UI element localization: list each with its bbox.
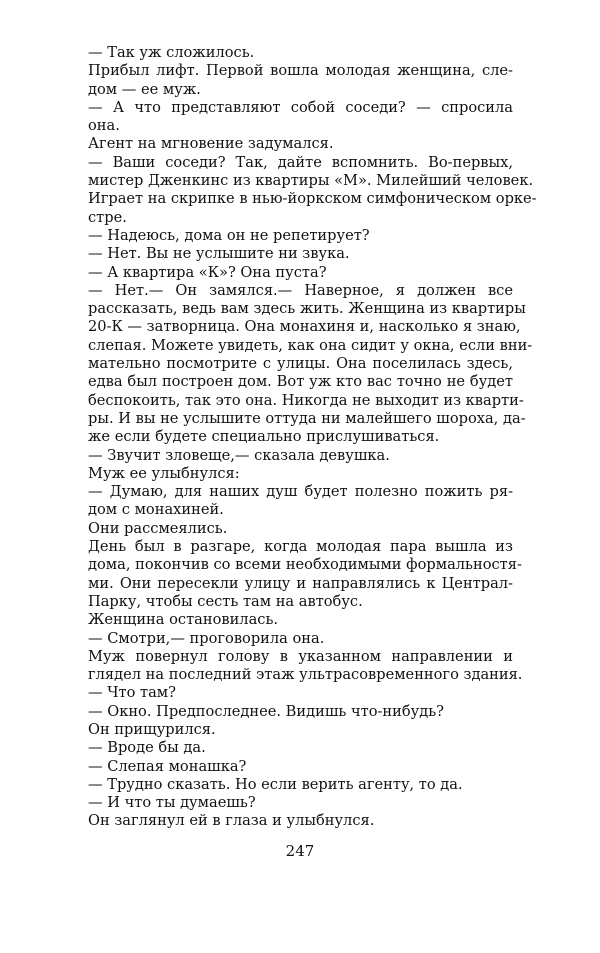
- text-line: — Окно. Предпоследнее. Видишь что-нибудь?: [88, 702, 444, 720]
- text-line: она.: [88, 117, 120, 135]
- text-line: мательно посмотрите с улицы. Она поселилась здесь,: [88, 355, 513, 373]
- page-number: 247: [285, 842, 315, 860]
- text-line: Играет на скрипке в нью-йоркском симфоническом орке-: [88, 190, 537, 208]
- text-line: едва был построен дом. Вот уж кто вас точно не будет: [88, 373, 513, 391]
- text-line: стре.: [88, 208, 127, 226]
- text-line: Он прищурился.: [88, 720, 216, 738]
- text-line: рассказать, ведь вам здесь жить. Женщина из квартиры: [88, 300, 526, 318]
- text-line: слепая. Можете увидеть, как она сидит у окна, если вни-: [88, 336, 533, 354]
- text-line: Муж ее улыбнулся:: [88, 464, 240, 482]
- text-line: глядел на последний этаж ультрасовременного здания.: [88, 666, 523, 684]
- text-line: — Ваши соседи? Так, дайте вспомнить. Во-первых,: [88, 153, 513, 171]
- text-line: — А что представляют собой соседи? — спросила: [88, 98, 513, 116]
- text-line: Он заглянул ей в глаза и улыбнулся.: [88, 812, 375, 830]
- text-line: ры. И вы не услышите оттуда ни малейшего шороха, да-: [88, 409, 526, 427]
- text-line: 20-К — затворница. Она монахиня и, насколько я знаю,: [88, 318, 521, 336]
- text-line: Агент на мгновение задумался.: [88, 135, 334, 153]
- text-line: дом — ее муж.: [88, 80, 201, 98]
- text-line: — Что там?: [88, 684, 176, 702]
- text-line: же если будете специально прислушиваться.: [88, 428, 440, 446]
- body-text: [88, 44, 537, 831]
- text-line: — Надеюсь, дома он не репетирует?: [88, 226, 370, 244]
- text-line: беспокоить, так это она. Никогда не выходит из кварти-: [88, 391, 524, 409]
- text-line: Они рассмеялись.: [88, 519, 228, 537]
- text-line: — А квартира «К»? Она пуста?: [88, 263, 327, 281]
- text-line: — Вроде бы да.: [88, 739, 206, 757]
- text-line: Женщина остановилась.: [88, 611, 279, 629]
- text-line: — Нет. Вы не услышите ни звука.: [88, 245, 350, 263]
- text-line: — Слепая монашка?: [88, 757, 247, 775]
- text-line: — И что ты думаешь?: [88, 794, 256, 812]
- text-line: — Так уж сложилось.: [88, 44, 255, 61]
- text-line: — Трудно сказать. Но если верить агенту, то да.: [88, 775, 463, 793]
- text-line: Парку, чтобы сесть там на автобус.: [88, 592, 363, 610]
- text-line: дом с монахиней.: [88, 501, 224, 519]
- text-line: дома, покончив со всеми необходимыми формальностя-: [88, 556, 522, 574]
- text-line: ми. Они пересекли улицу и направлялись к Централ-: [88, 574, 513, 592]
- text-line: — Нет.— Он замялся.— Наверное, я должен все: [88, 281, 513, 299]
- text-line: — Думаю, для наших душ будет полезно пожить ря-: [88, 483, 513, 501]
- text-line: День был в разгаре, когда молодая пара вышла из: [88, 538, 513, 556]
- text-line: Прибыл лифт. Первой вошла молодая женщина, сле-: [88, 62, 513, 80]
- text-line: Муж повернул голову в указанном направлении и: [88, 647, 513, 665]
- text-line: — Звучит зловеще,— сказала девушка.: [88, 446, 390, 464]
- text-line: — Смотри,— проговорила она.: [88, 629, 325, 647]
- text-line: мистер Дженкинс из квартиры «М». Милейший человек.: [88, 172, 534, 190]
